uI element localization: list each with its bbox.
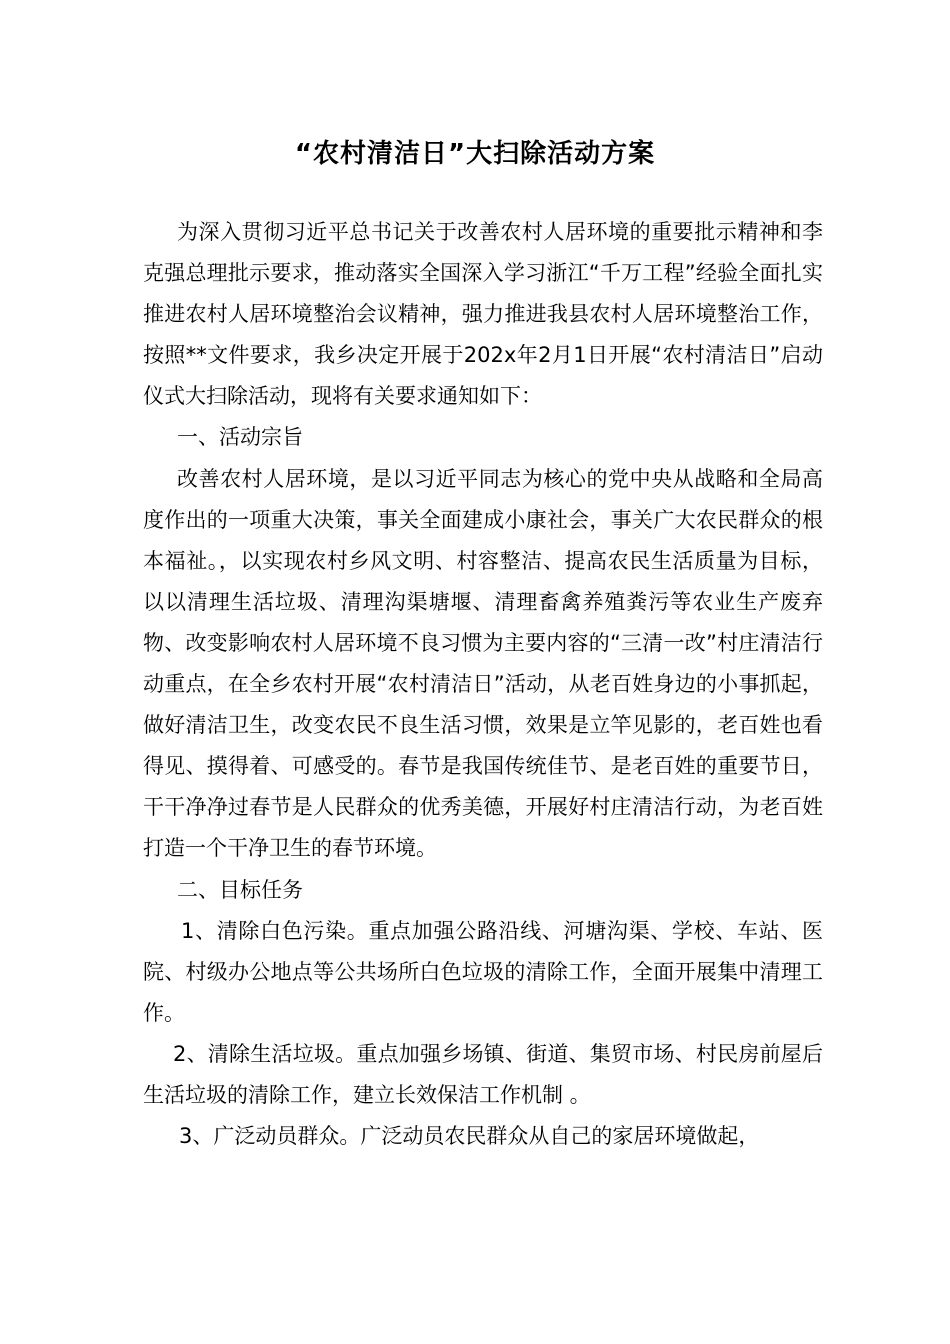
section-heading-tasks: 二、目标任务 bbox=[177, 877, 303, 902]
section-heading-purpose: 一、活动宗旨 bbox=[177, 425, 303, 450]
document-body bbox=[143, 212, 823, 1157]
document-title: “农村清洁日”大扫除活动方案 bbox=[294, 139, 656, 169]
task-item-3: 3、广泛动员群众。广泛动员农民群众从自己的家居环境做起， bbox=[179, 1124, 760, 1149]
paragraph-purpose: 改善农村人居环境，是以习近平同志为核心的党中央从战略和全局高度作出的一项重大决策，事关全面建成小康社会，事关广大农民群众的根本福祉。，以实现农村乡风文明、村容整洁、提高农民生活质量为目标，以以清理生活垃圾、清理沟渠塘堰、清理畜禽养殖粪污等农业生产废弃物、改变影响农村人居环境不良习惯为主要内容的“三清一改”村庄清洁行动重点，在全乡农村开展“农村清洁日”活动，从老百姓身边的小事抓起，做好清洁卫生，改变农民不良生活习惯，效果是立竿见影的，老百姓也看得见、摸得着、可感受的。春节是我国传统佳节、是老百姓的重要节日，干干净净过春节是人民群众的优秀美德，开展好村庄清洁行动，为老百姓打造一个干净卫生的春节环境。 bbox=[143, 466, 823, 861]
task-item-1: 1、清除白色污染。重点加强公路沿线、河塘沟渠、学校、车站、医院、村级办公地点等公共场所白色垃圾的清除工作，全面开展集中清理工作。 bbox=[143, 918, 823, 1025]
task-item-2: 2、清除生活垃圾。重点加强乡场镇、街道、集贸市场、村民房前屋后生活垃圾的清除工作，建立长效保洁工作机制 。 bbox=[143, 1041, 823, 1107]
paragraph-intro: 为深入贯彻习近平总书记关于改善农村人居环境的重要批示精神和李克强总理批示要求，推动落实全国深入学习浙江“千万工程”经验全面扎实推进农村人居环境整治会议精神，强力推进我县农村人居环境整治工作，按照**文件要求，我乡决定开展于202x年2月1日开展“农村清洁日”启动仪式大扫除活动，现将有关要求通知如下： bbox=[143, 220, 823, 409]
